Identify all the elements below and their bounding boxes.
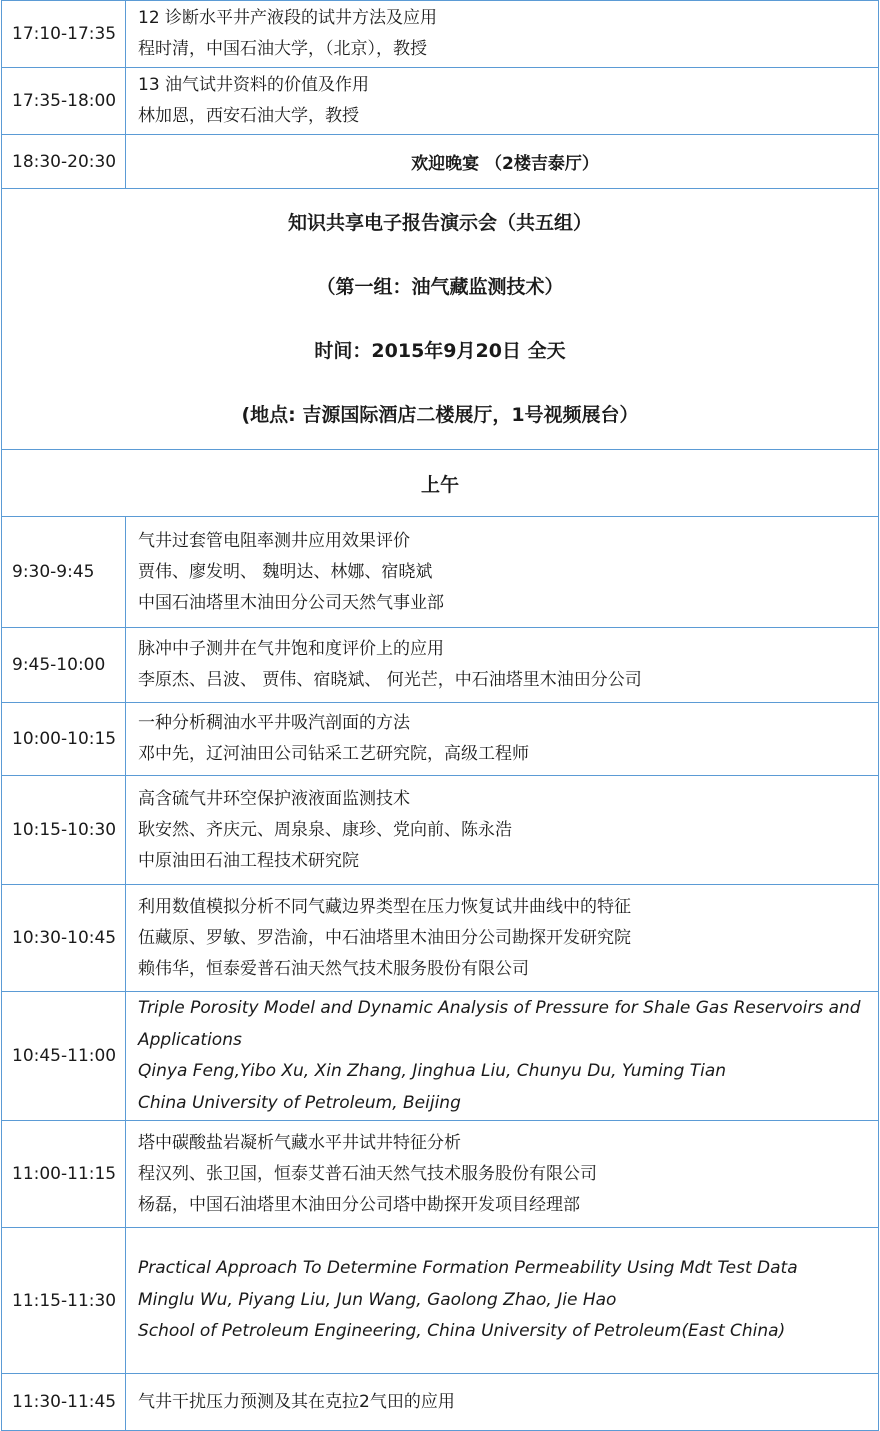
content-cell — [126, 517, 879, 628]
talk-detail: 李原杰、吕波、 贾伟、宿晓斌、 何光芒，中石油塔里木油田分公司 — [138, 670, 642, 690]
table-row — [2, 1228, 879, 1374]
event-title: 知识共享电子报告演示会（共五组） — [287, 212, 592, 234]
time-cell: 10:15-10:30 — [2, 776, 126, 885]
session-label: 上午 — [2, 450, 879, 517]
talk-title: 利用数值模拟分析不同气藏边界类型在压力恢复试井曲线中的特征 — [138, 896, 631, 917]
time-cell: 17:10-17:35 — [2, 1, 126, 68]
time-cell: 9:30-9:45 — [2, 517, 126, 628]
talk-title: 高含硫气井环空保护液液面监测技术 — [138, 788, 410, 809]
talk-detail: Qinya Feng,Yibo Xu, Xin Zhang, Jinghua Liu, Chunyu Du, Yuming Tian — [138, 1061, 727, 1081]
table-row — [2, 68, 879, 135]
time-cell: 9:45-10:00 — [2, 628, 126, 703]
talk-detail: 贾伟、廖发明、 魏明达、林娜、宿晓斌 — [138, 561, 433, 582]
table-row — [2, 135, 879, 189]
talk-title: 13 油气试井资料的价值及作用 — [138, 75, 370, 95]
talk-detail: 耿安然、齐庆元、周泉泉、康珍、党向前、陈永浩 — [138, 819, 512, 840]
content-cell — [126, 1228, 879, 1374]
table-row — [2, 992, 879, 1121]
talk-speaker: 程时清，中国石油大学，（北京），教授 — [138, 39, 427, 59]
time-cell: 10:30-10:45 — [2, 885, 126, 992]
schedule-table — [1, 0, 879, 1431]
talk-detail: 程汉列、张卫国，恒泰艾普石油天然气技术服务股份有限公司 — [138, 1163, 597, 1184]
table-row — [2, 1374, 879, 1431]
table-row — [2, 628, 879, 703]
talk-detail: 赖伟华，恒泰爱普石油天然气技术服务股份有限公司 — [138, 958, 529, 979]
talk-detail: 中国石油塔里木油田分公司天然气事业部 — [138, 592, 444, 613]
content-cell — [126, 1, 879, 68]
talk-title: 一种分析稠油水平井吸汽剖面的方法 — [138, 713, 410, 733]
talk-detail: 杨磊，中国石油塔里木油田分公司塔中勘探开发项目经理部 — [138, 1194, 580, 1215]
talk-detail: 中原油田石油工程技术研究院 — [138, 850, 359, 871]
table-row — [2, 1, 879, 68]
talk-detail: Minglu Wu, Piyang Liu, Jun Wang, Gaolong Zhao, Jie Hao — [138, 1289, 617, 1310]
table-row — [2, 776, 879, 885]
event-venue: (地点: 吉源国际酒店二楼展厅，1号视频展台） — [241, 404, 639, 426]
talk-title: 塔中碳酸盐岩凝析气藏水平井试井特征分析 — [138, 1132, 461, 1153]
event-group: （第一组：油气藏监测技术） — [316, 276, 564, 298]
content-cell — [126, 776, 879, 885]
talk-title: 脉冲中子测井在气井饱和度评价上的应用 — [138, 639, 444, 659]
header-row — [2, 189, 879, 450]
event-header-cell — [2, 189, 879, 450]
talk-title: Triple Porosity Model and Dynamic Analysis of Pressure for Shale Gas Reservoirs and Applications — [138, 998, 861, 1050]
event-date: 时间：2015年9月20日 全天 — [314, 340, 566, 362]
talk-title: Practical Approach To Determine Formation Permeability Using Mdt Test Data — [138, 1258, 798, 1279]
talk-detail: School of Petroleum Engineering, China University of Petroleum(East China) — [138, 1321, 786, 1342]
time-cell: 10:45-11:00 — [2, 992, 126, 1121]
session-row — [2, 450, 879, 517]
time-cell: 10:00-10:15 — [2, 703, 126, 776]
content-cell — [126, 1121, 879, 1228]
banquet-cell: 欢迎晚宴 （2楼吉泰厅） — [126, 135, 879, 189]
time-cell: 11:30-11:45 — [2, 1374, 126, 1431]
content-cell — [126, 1374, 879, 1431]
table-row — [2, 1121, 879, 1228]
talk-detail: China University of Petroleum, Beijing — [138, 1092, 461, 1113]
talk-title: 气井干扰压力预测及其在克拉2气田的应用 — [138, 1391, 455, 1412]
talk-speaker: 林加恩，西安石油大学，教授 — [138, 106, 359, 126]
content-cell — [126, 68, 879, 135]
talk-title: 气井过套管电阻率测井应用效果评价 — [138, 530, 410, 551]
time-cell: 17:35-18:00 — [2, 68, 126, 135]
content-cell — [126, 885, 879, 992]
content-cell — [126, 703, 879, 776]
table-row — [2, 885, 879, 992]
time-cell: 18:30-20:30 — [2, 135, 126, 189]
talk-title: 12 诊断水平井产液段的试井方法及应用 — [138, 8, 438, 28]
table-row — [2, 703, 879, 776]
content-cell — [126, 992, 879, 1121]
time-cell: 11:00-11:15 — [2, 1121, 126, 1228]
time-cell: 11:15-11:30 — [2, 1228, 126, 1374]
content-cell — [126, 628, 879, 703]
talk-detail: 伍藏原、罗敏、罗浩渝，中石油塔里木油田分公司勘探开发研究院 — [138, 927, 631, 948]
table-row — [2, 517, 879, 628]
talk-detail: 邓中先，辽河油田公司钻采工艺研究院，高级工程师 — [138, 744, 529, 764]
